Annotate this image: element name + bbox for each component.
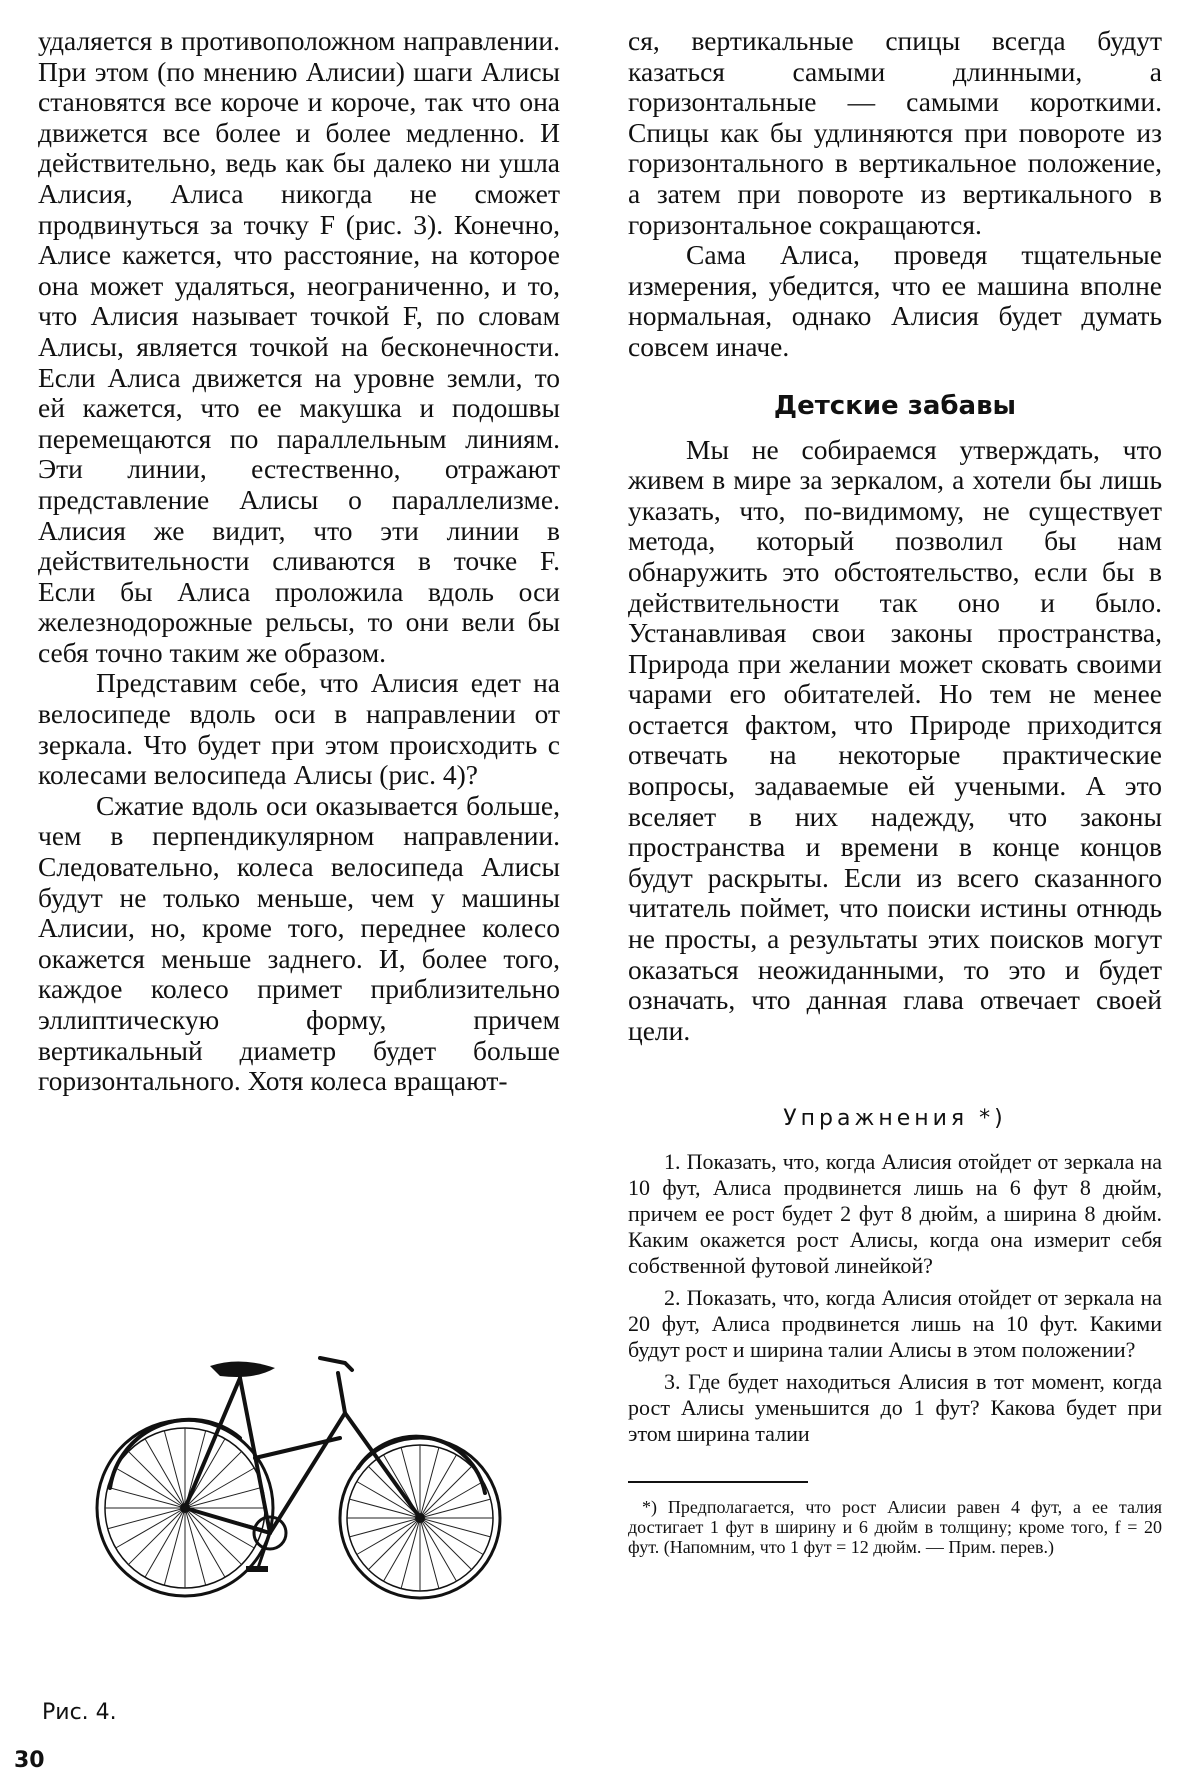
exercise-1: 1. Показать, что, когда Алисия отойдет от зеркала на 10 фут, Алиса продвинется лишь на 6 фут 8 дюйм, причем ее рост будет 2 фут 8 дюйм, а ширина 8 дюйм. Каким окажется рост Алисы, когда она измерит себя собственной футовой линейкой? [628,1149,1162,1279]
wheel-spoke [185,1487,262,1508]
left-paragraph-1: удаляется в противоположном направлении. При этом (по мнению Алисии) шаги Алисы становятся все короче и короче, так что она движется все более и более медленно. И действительно, ведь как бы далеко ни ушла Алисия, Алиса никогда не сможет продвинуться за точку F (рис. 3). Конечно, Алисе кажется, что расстояние, на которое она может удаляться, неограниченно, и то, что Алисия называет точкой F, по словам Алисы, является точкой на бесконечности. Если Алиса движется на уровне земли, то ей кажется, что ее макушка и подошвы перемещаются по параллельным линиям. Эти линии, естественно, отражают представление Алисы о параллелизме. Алисия же видит, что эти линии в действительности сливаются в точке F. Если бы Алиса проложила вдоль оси железнодорожные рельсы, то они вели бы себя точно таким же образом. [38,25,560,668]
footnote-rule [628,1481,808,1483]
bicycle-illustration [90,1318,510,1618]
wheel-spoke [185,1508,206,1585]
left-paragraph-2: Представим себе, что Алисия едет на велосипеде вдоль оси в направлении от зеркала. Что будет при этом происходить с колесами велосипеда Алисы (рис. 4)? [38,667,560,791]
left-column [38,26,560,1097]
wheel-spoke [164,1431,185,1508]
left-paragraph-3: Сжатие вдоль оси оказывается больше, чем в перпендикулярном направлении. Следовательно, колеса велосипеда Алисы будут не только меньше, чем у машины Алисии, но, кроме того, переднее колесо окажется меньше заднего. И, более того, каждое колесо примет приблизительно эллиптическую форму, причем вертикальный диаметр будет больше горизонтального. Хотя колеса вращают- [38,789,560,1097]
wheel-spoke [420,1499,491,1518]
section-title: Детские забавы [773,390,1017,421]
section-paragraph: Мы не собираемся утверждать, что живем в мире за зеркалом, а хотели бы лишь указать, что, по-видимому, не существует метода, который позволил бы нам обнаружить это обстоятельство, если бы в действительности так оно и было. Устанавливая свои законы пространства, Природа при желании может сковать своими чарами его обитателей. Но тем не менее остается фактом, что Природе приходится отвечать на некоторые практические вопросы, задаваемые ей учеными. А это вселяет в них надежду, что законы пространства и времени в конце концов будут раскрыты. Если из всего сказанного читатель поймет, что поиски истины отнюдь не просты, а результаты этих поисков могут оказаться неожиданными, то это и будет означать, что данная глава отвечает своей цели. [628,433,1162,1046]
right-column [628,26,1162,1557]
figure-caption: Рис. 4. [42,1700,117,1725]
wheel-spoke [420,1518,491,1537]
exercises-title: Упражнения *) [783,1106,1007,1132]
right-paragraph-2: Сама Алиса, проведя тщательные измерения, убедится, что ее машина вполне нормальная, однако Алисия будет думать совсем иначе. [628,239,1162,362]
exercise-3: 3. Где будет находиться Алисия в тот момент, когда рост Алисы уменьшится до 1 фут? Какова будет при этом ширина талии [628,1369,1162,1447]
wheel-spoke [401,1518,420,1589]
wheel-spoke [164,1508,185,1585]
right-paragraph-1: ся, вертикальные спицы всегда будут казаться самыми длинными, а горизонтальные — самыми короткими. Спицы как бы удлиняются при повороте из горизонтального в вертикальное положение, а затем при повороте из вертикального в горизонтальное сокращаются. [628,25,1162,240]
exercise-2: 2. Показать, что, когда Алисия отойдет от зеркала на 20 фут, Алиса продвинется лишь на 10 фут. Какими будут рост и ширина талии Алисы в этом положении? [628,1285,1162,1363]
wheel-spoke [420,1447,439,1518]
wheel-spoke [349,1518,420,1537]
wheel-spoke [108,1487,185,1508]
footnote: *) Предполагается, что рост Алисии равен 4 фут, а ее талия достигает 1 фут в ширину и 6 дюйм в толщину; кроме того, f = 20 фут. (Напомним, что 1 фут = 12 дюйм. — Прим. перев.) [628,1497,1162,1558]
wheel-spoke [108,1508,185,1529]
page-number: 30 [14,1748,45,1773]
wheel-spoke [420,1518,439,1589]
